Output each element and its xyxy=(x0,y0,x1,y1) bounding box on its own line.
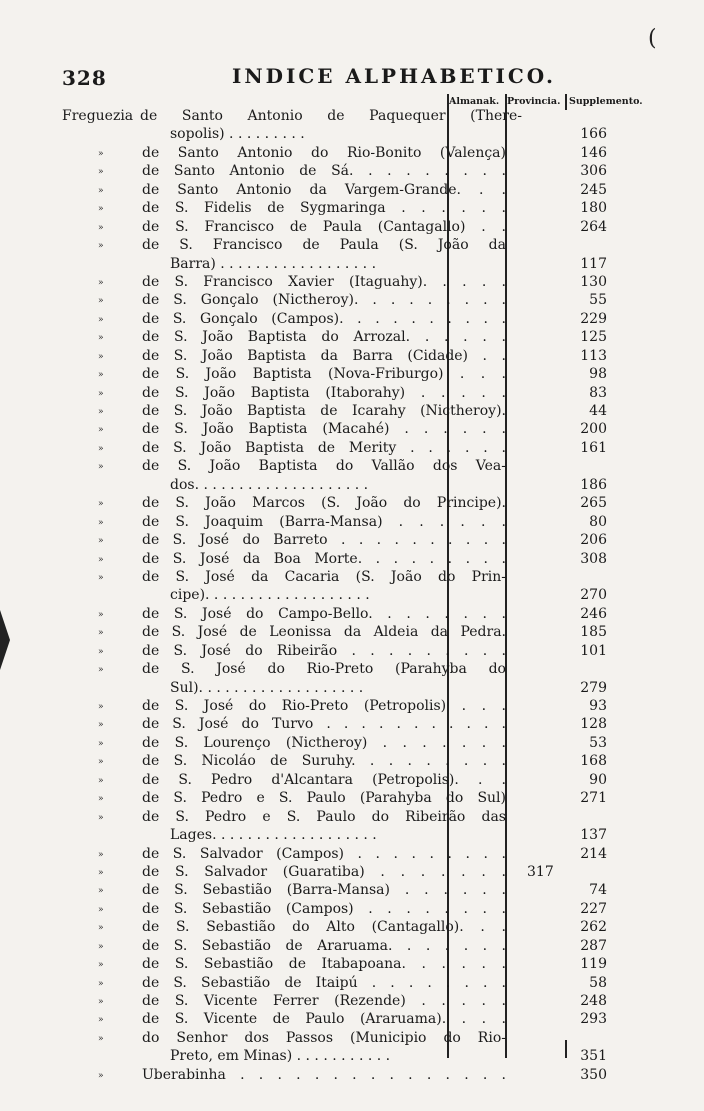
ditto-mark: » xyxy=(98,720,104,731)
ditto-mark: » xyxy=(98,997,104,1007)
index-entry xyxy=(62,181,702,199)
entry-text: de S. José do Turvo . . . . . . . . . . . xyxy=(142,716,506,733)
index-entry xyxy=(62,384,702,402)
entry-provincia-page: 264 xyxy=(580,218,607,235)
entry-text: de S. João Baptista de Merity . . . . . . xyxy=(142,439,506,456)
entry-provincia-page: 137 xyxy=(580,827,607,844)
index-entry xyxy=(62,550,702,568)
ditto-mark: » xyxy=(98,536,104,547)
ditto-mark: » xyxy=(98,849,104,860)
ditto-mark: » xyxy=(98,314,104,325)
entry-text: de S. João Baptista (Itaborahy) . . . . . xyxy=(142,384,506,401)
entry-lead-word: Freguezia xyxy=(62,108,134,124)
entry-provincia-page: 351 xyxy=(580,1048,607,1065)
entry-provincia-page: 90 xyxy=(589,771,607,788)
page-number: 328 xyxy=(62,66,107,90)
entry-text: Lages. . . . . . . . . . . . . . . . . . . xyxy=(170,827,377,844)
entry-provincia-page: 270 xyxy=(580,587,607,604)
index-entry xyxy=(62,255,702,273)
entry-text: Barra) . . . . . . . . . . . . . . . . . . xyxy=(170,255,377,272)
ditto-mark: » xyxy=(98,222,104,233)
entry-text: de S. João Baptista (Macahé) . . . . . . xyxy=(142,421,506,438)
index-entry xyxy=(62,1029,702,1047)
ditto-mark: » xyxy=(98,646,104,657)
entry-text: de S. José da Boa Morte. . . . . . . . . xyxy=(142,550,506,567)
entry-provincia-page: 93 xyxy=(589,698,607,714)
index-entry xyxy=(62,162,702,180)
column-header-almanak: Almanak. xyxy=(449,96,500,107)
entry-provincia-page: 185 xyxy=(580,624,607,641)
column-header-supplemento: Supplemento. xyxy=(569,96,643,107)
ditto-mark: » xyxy=(98,277,104,288)
entry-provincia-page: 98 xyxy=(589,366,607,383)
ditto-mark: » xyxy=(98,333,104,344)
entry-text: de S. José do Campo-Bello. . . . . . . . xyxy=(142,605,506,622)
ditto-mark: » xyxy=(98,351,104,362)
index-entry xyxy=(62,808,702,826)
index-entry xyxy=(62,402,702,420)
index-entry xyxy=(62,918,702,936)
entry-almanak-page: 317 xyxy=(527,863,554,880)
entry-text: Preto, em Minas) . . . . . . . . . . . xyxy=(170,1048,391,1065)
index-entry xyxy=(62,642,702,660)
entry-text: de S. Gonçalo (Nictheroy). . . . . . . . . xyxy=(142,292,506,309)
entry-provincia-page: 113 xyxy=(580,347,607,364)
ditto-mark: » xyxy=(98,923,104,934)
ditto-mark: » xyxy=(98,167,104,178)
entry-text: de S. Pedro d'Alcantara (Petropolis). . . xyxy=(142,771,506,788)
entry-text: sopolis) . . . . . . . . . xyxy=(170,126,305,143)
index-entry xyxy=(62,513,702,531)
ditto-mark: » xyxy=(98,185,104,196)
entry-provincia-page: 262 xyxy=(580,919,607,936)
index-entry xyxy=(62,494,702,512)
index-entry xyxy=(62,1047,702,1065)
entry-text: de S. Lourenço (Nictheroy) . . . . . . . xyxy=(142,734,506,751)
entry-provincia-page: 125 xyxy=(580,329,607,346)
ditto-mark: » xyxy=(98,572,104,583)
ditto-mark: » xyxy=(98,443,104,454)
entry-text: de S. José do Barreto . . . . . . . . . . xyxy=(142,532,506,549)
entry-provincia-page: 58 xyxy=(589,974,607,991)
entry-text: de S. Nicoláo de Suruhy. . . . . . . . . xyxy=(142,753,506,770)
entry-text: de S. José do Rio-Preto (Parahyba do xyxy=(142,661,506,678)
index-entry xyxy=(62,937,702,955)
ditto-mark: » xyxy=(98,978,104,989)
entry-provincia-page: 265 xyxy=(580,495,607,512)
ditto-mark: » xyxy=(98,388,104,399)
entry-text: de S. Vicente de Paulo (Araruama). . . . xyxy=(142,1011,506,1028)
index-entry xyxy=(62,291,702,309)
index-entry xyxy=(62,218,702,236)
index-entry xyxy=(62,365,702,383)
entry-provincia-page: 53 xyxy=(589,734,607,751)
entry-provincia-page: 229 xyxy=(580,310,607,327)
ditto-mark: » xyxy=(98,462,104,473)
entry-text: de S. Sebastião do Alto (Cantagallo). . . xyxy=(142,919,506,936)
entry-text: cipe). . . . . . . . . . . . . . . . . . . xyxy=(170,587,370,604)
ditto-mark: » xyxy=(98,867,104,878)
entry-text: de S. Sebastião (Campos) . . . . . . . . xyxy=(142,900,506,917)
index-entry xyxy=(62,1010,702,1028)
ditto-mark: » xyxy=(98,241,104,252)
entry-text: de S. João Baptista de Icarahy (Nictheroy). xyxy=(142,403,506,419)
index-entry xyxy=(62,974,702,992)
ditto-mark: » xyxy=(98,1033,104,1044)
entry-text: de S. João Baptista da Barra (Cidade) . . xyxy=(142,347,506,364)
entry-text: de Santo Antonio da Vargem-Grande. . . xyxy=(142,181,506,198)
ditto-mark: » xyxy=(98,425,104,436)
entry-provincia-page: 74 xyxy=(589,882,607,899)
index-entry xyxy=(62,863,702,881)
entry-text: de S. Francisco de Paula (S. João da xyxy=(142,237,506,254)
entry-provincia-page: 245 xyxy=(580,181,607,198)
entry-provincia-page: 130 xyxy=(580,273,607,290)
index-entry xyxy=(62,310,702,328)
index-entry xyxy=(62,715,702,733)
entry-text: de S. José de Leonissa da Aldeia da Pedra. xyxy=(142,624,506,641)
ditto-mark: » xyxy=(98,941,104,952)
index-entry xyxy=(62,420,702,438)
index-entry xyxy=(62,826,702,844)
ditto-mark: » xyxy=(98,517,104,528)
ditto-mark: » xyxy=(98,794,104,805)
ditto-mark: » xyxy=(98,904,104,915)
entry-text: de S. Francisco Xavier (Itaguahy). . . . . xyxy=(142,273,506,290)
entry-provincia-page: 168 xyxy=(580,753,607,770)
entry-provincia-page: 306 xyxy=(580,163,607,180)
index-entry xyxy=(62,125,702,143)
entry-text: de S. Sebastião de Itaipú . . . . . . . . xyxy=(142,974,506,991)
entry-provincia-page: 128 xyxy=(580,716,607,733)
entry-provincia-page: 44 xyxy=(589,403,607,419)
entry-text: de S. Vicente Ferrer (Rezende) . . . . . xyxy=(142,993,506,1009)
index-entry xyxy=(62,679,702,697)
ditto-mark: » xyxy=(98,665,104,676)
ditto-mark: » xyxy=(98,554,104,565)
entry-provincia-page: 119 xyxy=(580,956,607,973)
entry-text: Uberabinha . . . . . . . . . . . . . . . xyxy=(142,1066,506,1083)
margin-mark: ( xyxy=(648,26,657,51)
ditto-mark: » xyxy=(98,628,104,639)
index-entry xyxy=(62,457,702,475)
entry-provincia-page: 214 xyxy=(580,845,607,862)
index-entry xyxy=(62,845,702,863)
index-entry xyxy=(62,605,702,623)
index-entry xyxy=(62,568,702,586)
index-entry xyxy=(62,697,702,715)
entry-text: de S. Francisco de Paula (Cantagallo) . . xyxy=(142,218,506,235)
entry-provincia-page: 246 xyxy=(580,605,607,622)
entry-provincia-page: 166 xyxy=(580,126,607,143)
entry-text: de Santo Antonio do Rio-Bonito (Valença) xyxy=(142,144,506,161)
entry-provincia-page: 146 xyxy=(580,144,607,161)
entry-text: de S. Sebastião de Itabapoana. . . . . . xyxy=(142,956,506,973)
index-entry xyxy=(62,900,702,918)
ditto-mark: » xyxy=(98,1070,104,1081)
entry-provincia-page: 117 xyxy=(580,255,607,272)
entry-text: de S. Salvador (Campos) . . . . . . . . . xyxy=(142,845,506,862)
index-entry xyxy=(62,144,702,162)
index-entry xyxy=(62,660,702,678)
index-entry xyxy=(62,107,702,125)
index-entry xyxy=(62,881,702,899)
ditto-mark: » xyxy=(98,738,104,749)
entry-provincia-page: 248 xyxy=(580,993,607,1009)
ditto-mark: » xyxy=(98,148,104,159)
ditto-mark: » xyxy=(98,775,104,786)
ditto-mark: » xyxy=(98,702,104,712)
ditto-mark: » xyxy=(98,296,104,307)
index-entry xyxy=(62,347,702,365)
column-header-provincia: Provincia. xyxy=(507,96,561,107)
entry-provincia-page: 80 xyxy=(589,513,607,530)
ditto-mark: » xyxy=(98,1015,104,1026)
entry-text: do Senhor dos Passos (Municipio do Rio- xyxy=(142,1029,506,1046)
ditto-mark: » xyxy=(98,812,104,823)
index-entry xyxy=(62,531,702,549)
ditto-mark: » xyxy=(98,609,104,620)
entry-text: de S. João Baptista do Arrozal. . . . . . xyxy=(142,329,506,346)
entry-text: de S. João Baptista (Nova-Friburgo) . . . xyxy=(142,366,506,383)
index-entry xyxy=(62,273,702,291)
index-entry xyxy=(62,623,702,641)
index-entry xyxy=(62,789,702,807)
entry-text: de Santo Antonio de Paquequer (There- xyxy=(140,108,522,124)
entry-provincia-page: 186 xyxy=(580,476,607,493)
entry-text: de S. João Baptista do Vallão dos Vea- xyxy=(142,458,506,475)
index-entry xyxy=(62,955,702,973)
entry-text: dos. . . . . . . . . . . . . . . . . . . . xyxy=(170,476,369,493)
entry-text: de S. José do Ribeirão . . . . . . . . . xyxy=(142,642,506,659)
entry-provincia-page: 55 xyxy=(589,292,607,309)
entry-provincia-page: 293 xyxy=(580,1011,607,1028)
entry-text: de S. João Marcos (S. João do Principe). xyxy=(142,495,506,512)
entry-provincia-page: 101 xyxy=(580,642,607,659)
entry-text: de S. José do Rio-Preto (Petropolis) . . . xyxy=(142,698,506,714)
index-entry xyxy=(62,328,702,346)
entry-provincia-page: 287 xyxy=(580,937,607,954)
entry-text: de S. Pedro e S. Paulo (Parahyba do Sul) xyxy=(142,790,506,807)
index-entry xyxy=(62,734,702,752)
index-entry xyxy=(62,236,702,254)
ditto-mark: » xyxy=(98,757,104,768)
entry-text: de S. Joaquim (Barra-Mansa) . . . . . . xyxy=(142,513,506,530)
entry-text: de S. Fidelis de Sygmaringa . . . . . . xyxy=(142,200,506,217)
index-entry xyxy=(62,439,702,457)
entry-provincia-page: 83 xyxy=(589,384,607,401)
index-entry xyxy=(62,752,702,770)
entry-provincia-page: 206 xyxy=(580,532,607,549)
entry-provincia-page: 279 xyxy=(580,679,607,696)
ditto-mark: » xyxy=(98,204,104,215)
ditto-mark: » xyxy=(98,886,104,897)
page-title: INDICE ALPHABETICO. xyxy=(232,64,557,88)
index-entry xyxy=(62,771,702,789)
entry-text: de S. Sebastião de Araruama. . . . . . . xyxy=(142,937,506,954)
index-entry xyxy=(62,992,702,1010)
entry-text: de S. Pedro e S. Paulo do Ribeirão das xyxy=(142,808,506,825)
entry-text: Sul). . . . . . . . . . . . . . . . . . . xyxy=(170,679,364,696)
entry-provincia-page: 161 xyxy=(580,439,607,456)
ditto-mark: » xyxy=(98,499,104,510)
index-entries xyxy=(62,107,702,1084)
ditto-mark: » xyxy=(98,407,104,417)
index-entry xyxy=(62,199,702,217)
entry-provincia-page: 180 xyxy=(580,200,607,217)
ditto-mark: » xyxy=(98,960,104,971)
index-entry xyxy=(62,586,702,604)
entry-text: de S. Gonçalo (Campos). . . . . . . . . . xyxy=(142,310,506,327)
binding-shadow-mark xyxy=(0,610,10,670)
ditto-mark: » xyxy=(98,370,104,381)
entry-provincia-page: 308 xyxy=(580,550,607,567)
entry-provincia-page: 271 xyxy=(580,790,607,807)
entry-provincia-page: 227 xyxy=(580,900,607,917)
entry-text: de Santo Antonio de Sá. . . . . . . . . xyxy=(142,163,506,180)
index-entry xyxy=(62,1066,702,1084)
entry-text: de S. Salvador (Guaratiba) . . . . . . . xyxy=(142,863,506,880)
entry-provincia-page: 200 xyxy=(580,421,607,438)
index-entry xyxy=(62,476,702,494)
entry-text: de S. José da Cacaria (S. João do Prin- xyxy=(142,568,506,585)
entry-provincia-page: 350 xyxy=(580,1066,607,1083)
entry-text: de S. Sebastião (Barra-Mansa) . . . . . . xyxy=(142,882,506,899)
